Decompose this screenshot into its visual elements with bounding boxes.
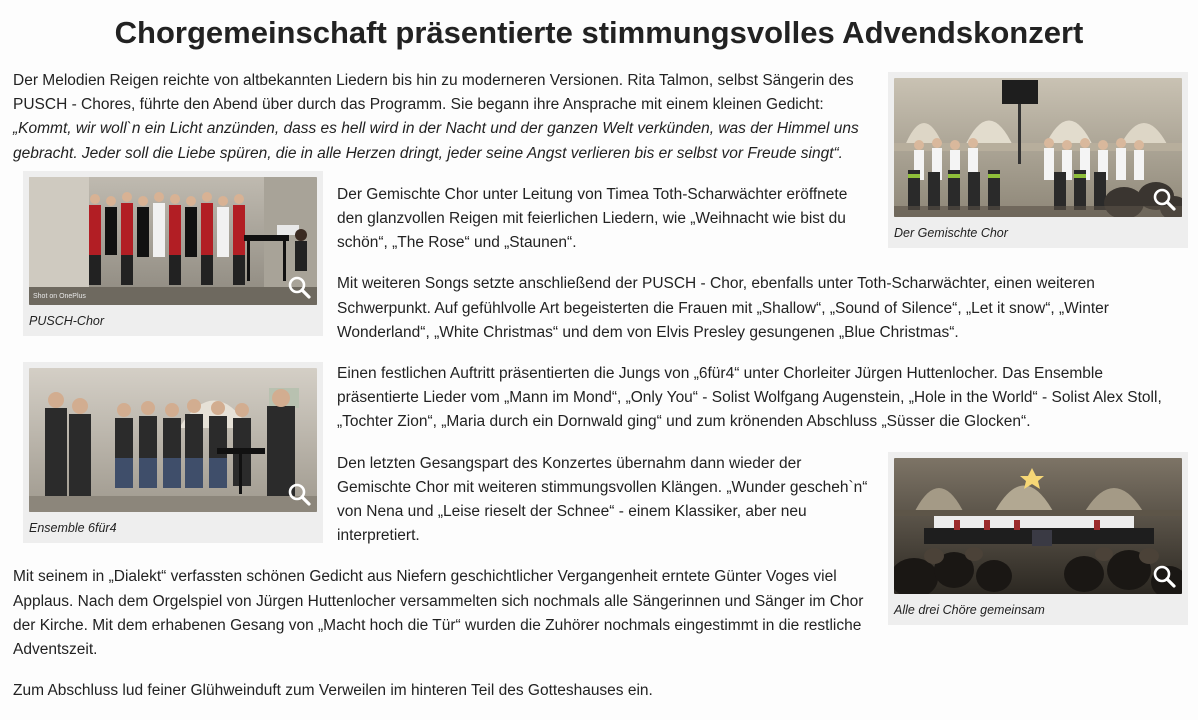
- photo-pusch-chor[interactable]: [29, 177, 317, 305]
- photo-gemischter-chor[interactable]: [894, 78, 1182, 217]
- paragraph-pusch-chor: Mit weiteren Songs setzte anschließend der PUSCH - Chor, ebenfalls unter Toth-Scharwächter, einen weiteren Schwerpunkt. Auf gefühlvolle Art begeisterten die Frauen mit „Shallow“, „Sound of Silence“, „Let it snow“, „Winter Wonderland“, „White Christmas“ und dem von Elvis Presley gesungenen „Blue Christmas“.: [337, 275, 1109, 341]
- article-title: Chorgemeinschaft präsentierte stimmungsvolles Advendskonzert: [114, 15, 1084, 50]
- figure-alle-choere: [888, 452, 1188, 625]
- caption-alle-choere: Alle drei Chöre gemeinsam: [894, 602, 1045, 617]
- intro-poem-quote: „Kommt, wir woll`n ein Licht anzünden, dass es hell wird in der Nacht und der ganzen Welt verkünden, was der Himmel uns gebracht. Jeder soll die Liebe spüren, die in alle Herzen dringt, jeder seine Angst verlieren bis er selbst vor Freude singt“.: [13, 120, 859, 162]
- photo-ensemble[interactable]: [29, 368, 317, 512]
- magnifier-icon[interactable]: [1152, 187, 1176, 211]
- paragraph-gemischter-chor: Der Gemischte Chor unter Leitung von Timea Toth-Scharwächter eröffnete den glanzvollen Reigen mit feierlichen Liedern, wie „Weihnacht wie bist du schön“, „The Rose“ und „Staunen“.: [337, 185, 848, 252]
- figure-pusch-chor: [23, 171, 323, 336]
- paragraph-gemischter-chor-final: Den letzten Gesangspart des Konzertes übernahm dann wieder der Gemischte Chor mit weiteren stimmungsvollen Klängen. „Wunder gescheh`n“ von Nena und „Leise rieselt der Schnee“ - einem Klassiker, aber neu interpretiert.: [337, 454, 868, 545]
- caption-gemischter-chor: Der Gemischte Chor: [894, 226, 1008, 240]
- photo-watermark: Shot on OnePlus: [33, 292, 86, 300]
- caption-pusch-chor: PUSCH-Chor: [29, 313, 105, 328]
- article-body: [13, 69, 1188, 720]
- magnifier-icon[interactable]: [287, 275, 311, 299]
- figure-gemischter-chor: [888, 72, 1188, 248]
- paragraph-ensemble: Einen festlichen Auftritt präsentierten die Jungs von „6für4“ unter Chorleiter Jürgen Huttenlocher. Das Ensemble präsentierte Lieder vom „Mann im Mond“, „Only You“ - Solist Wolfgang Augenstein, „Hole in the World“ - Solist Alex Stoll, „Tochter Zion“, „Maria durch ein Dornwald ging“ und zum krönenden Abschluss „Süsser die Glocken“.: [337, 365, 1162, 431]
- magnifier-icon[interactable]: [1152, 564, 1176, 588]
- photo-alle-choere[interactable]: [894, 458, 1182, 594]
- caption-ensemble: Ensemble 6für4: [29, 521, 117, 536]
- figure-ensemble: [23, 362, 323, 543]
- paragraph-gedicht-orgel: Mit seinem in „Dialekt“ verfassten schönen Gedicht aus Niefern geschichtlicher Vergangenheit erntete Günter Voges viel Applaus. Nach dem Orgelspiel von Jürgen Huttenlocher versammelten sich nochmals alle Sängerinnen und Sänger im Chor der Kirche. Mit dem erhabenen Gesang von „Macht hoch die Tür“ wurden die Zuhörer nochmals eingestimmt in die restliche Adventszeit.: [13, 568, 864, 659]
- magnifier-icon[interactable]: [287, 482, 311, 506]
- intro-text: Der Melodien Reigen reichte von altbekannten Liedern bis hin zu moderneren Versionen. Rita Talmon, selbst Sängerin des PUSCH - Chores, führte den Abend über durch das Programm. Sie begann ihre Ansprache mit einem kleinen Gedicht:: [13, 72, 854, 114]
- paragraph-abschluss: Zum Abschluss lud feiner Glühweinduft zum Verweilen im hinteren Teil des Gotteshauses ein.: [13, 682, 653, 700]
